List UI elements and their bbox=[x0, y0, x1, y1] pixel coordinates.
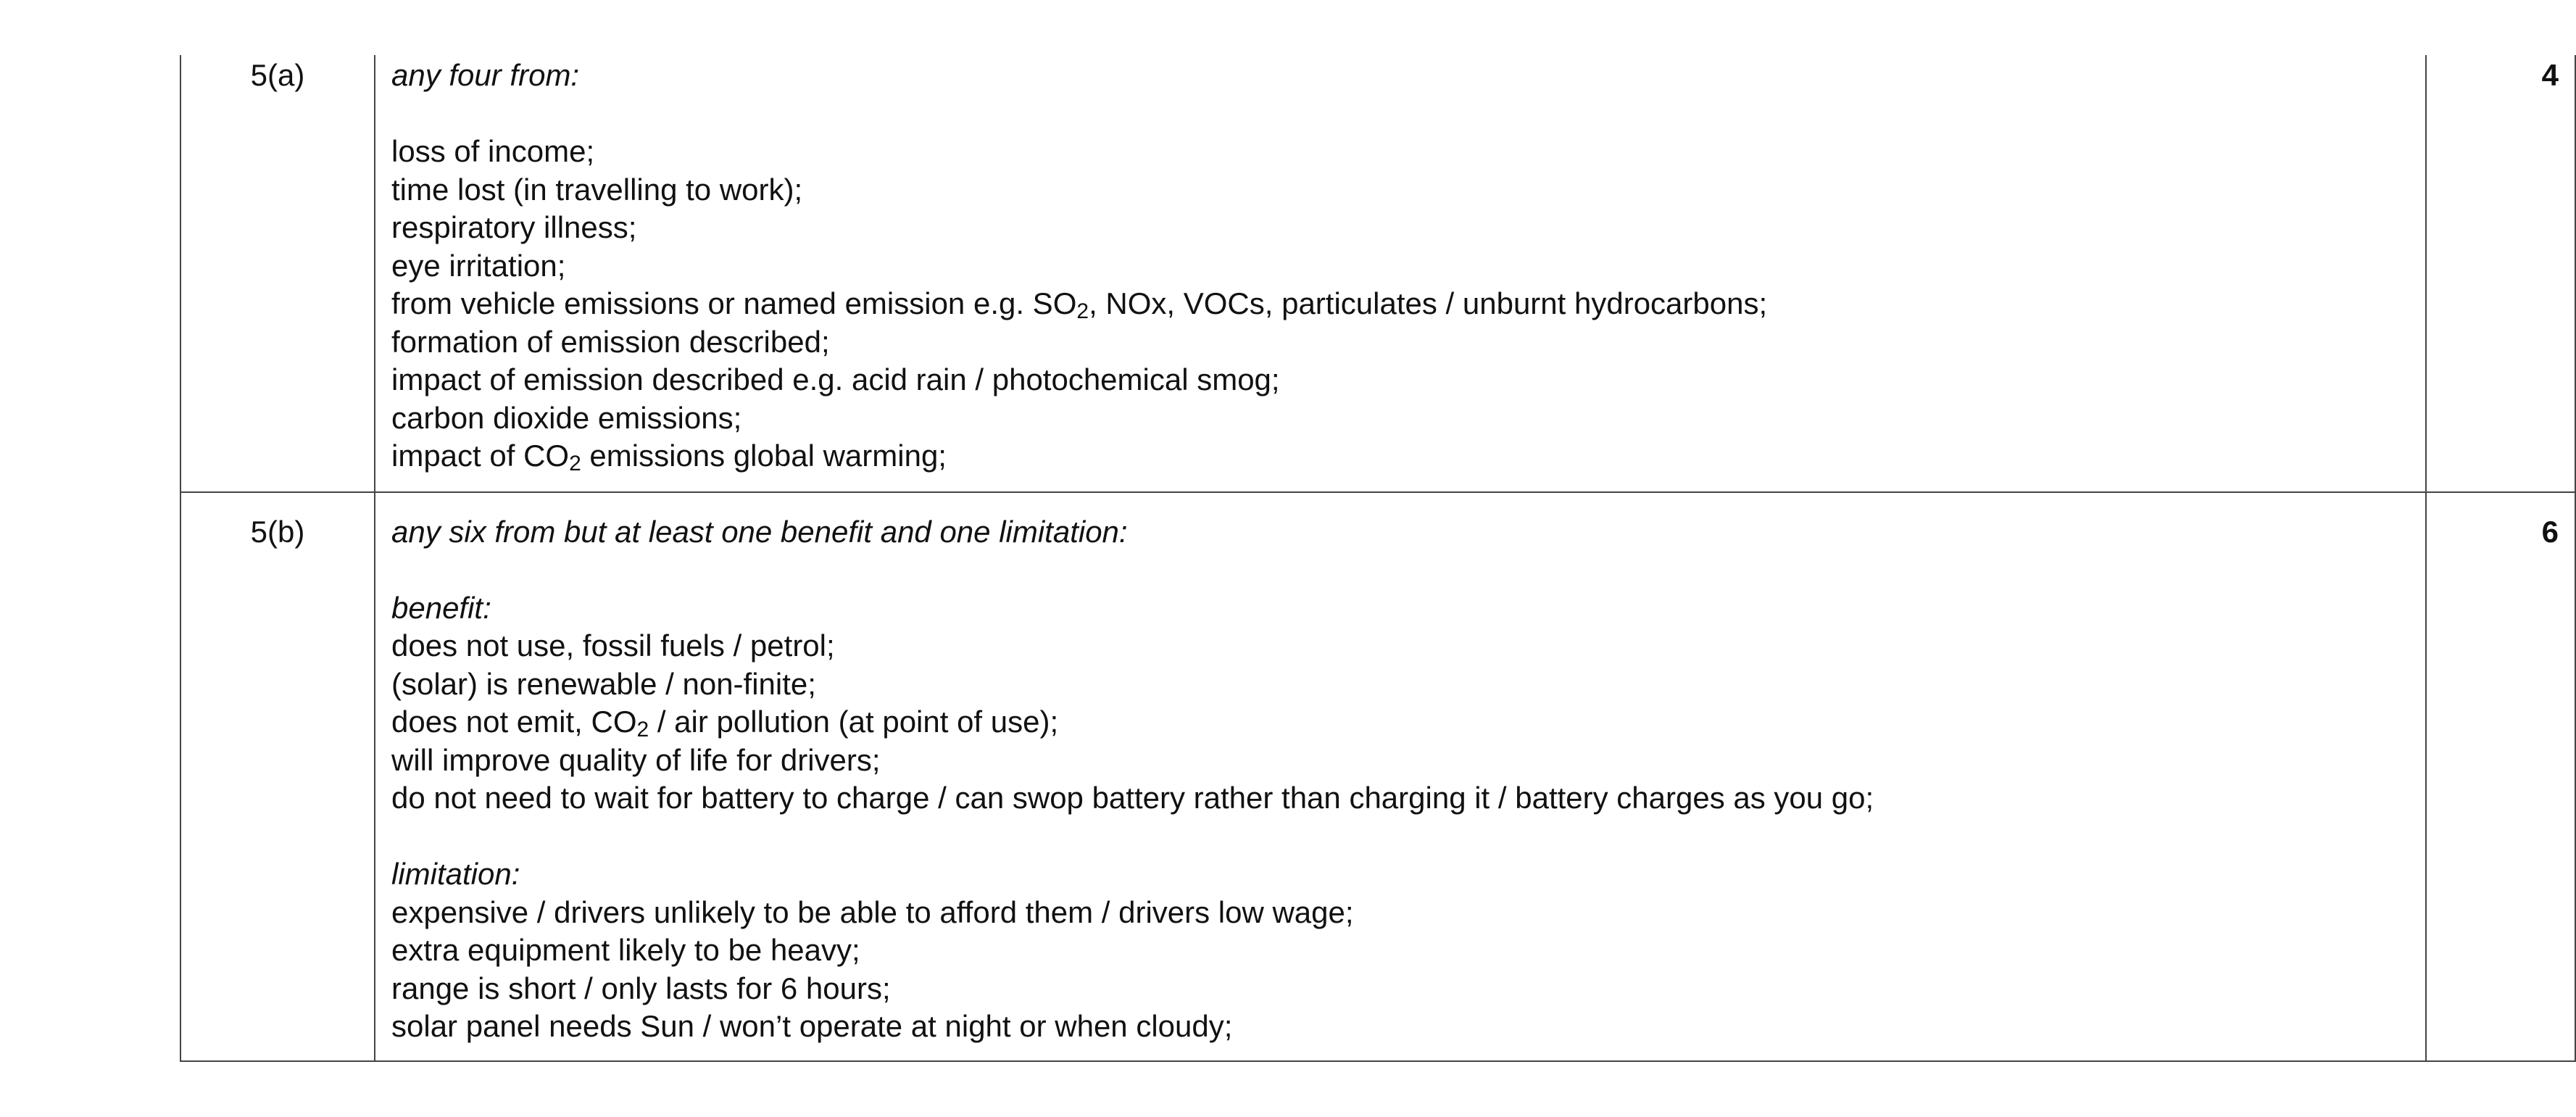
benefit-point: do not need to wait for battery to charge / can swop battery rather than charging it / battery charges as you go; bbox=[391, 781, 1874, 815]
answer-point: time lost (in travelling to work); bbox=[391, 172, 803, 207]
question-number: 5(a) bbox=[180, 55, 375, 492]
table-row-5b bbox=[180, 492, 2575, 1061]
answer-point: eye irritation; bbox=[391, 248, 566, 283]
answer-cell bbox=[375, 55, 2426, 492]
instruction-text: any four from: bbox=[391, 58, 580, 92]
benefit-point: (solar) is renewable / non-finite; bbox=[391, 666, 816, 701]
spacer bbox=[391, 551, 2411, 589]
benefit-point: does not use, fossil fuels / petrol; bbox=[391, 628, 835, 663]
answer-point: carbon dioxide emissions; bbox=[391, 400, 742, 435]
limitation-heading: limitation: bbox=[391, 857, 520, 891]
answer-point: respiratory illness; bbox=[391, 210, 637, 244]
instruction-text: any six from but at least one benefit and one limitation: bbox=[391, 514, 1128, 549]
limitation-point: range is short / only lasts for 6 hours; bbox=[391, 971, 891, 1005]
spacer bbox=[391, 95, 2411, 133]
limitation-point: extra equipment likely to be heavy; bbox=[391, 933, 860, 967]
limitation-point: solar panel needs Sun / won’t operate at night or when cloudy; bbox=[391, 1009, 1233, 1043]
table-row-5a bbox=[180, 55, 2575, 492]
benefit-point: will improve quality of life for drivers; bbox=[391, 742, 881, 777]
answer-point: impact of emission described e.g. acid rain / photochemical smog; bbox=[391, 362, 1280, 396]
marks-value: 4 bbox=[2426, 55, 2575, 492]
answer-point: formation of emission described; bbox=[391, 324, 830, 359]
answer-point: loss of income; bbox=[391, 134, 595, 168]
benefit-point: does not emit, $CO_2$ / air pollution (at point of use); bbox=[391, 705, 1059, 742]
benefit-heading: benefit: bbox=[391, 590, 491, 625]
marks-value: 6 bbox=[2426, 492, 2575, 1061]
mark-scheme-table bbox=[180, 55, 2576, 1062]
question-number: 5(b) bbox=[180, 492, 375, 1061]
spacer bbox=[391, 818, 2411, 856]
limitation-point: expensive / drivers unlikely to be able to afford them / drivers low wage; bbox=[391, 894, 1354, 929]
answer-point: impact of $CO_2$ emissions global warming; bbox=[391, 439, 947, 476]
answer-point: from vehicle emissions or named emission e.g. $SO_2$, NOx, VOCs, particulates / unburnt hydrocarbons; bbox=[391, 286, 1768, 323]
answer-cell bbox=[375, 492, 2426, 1061]
